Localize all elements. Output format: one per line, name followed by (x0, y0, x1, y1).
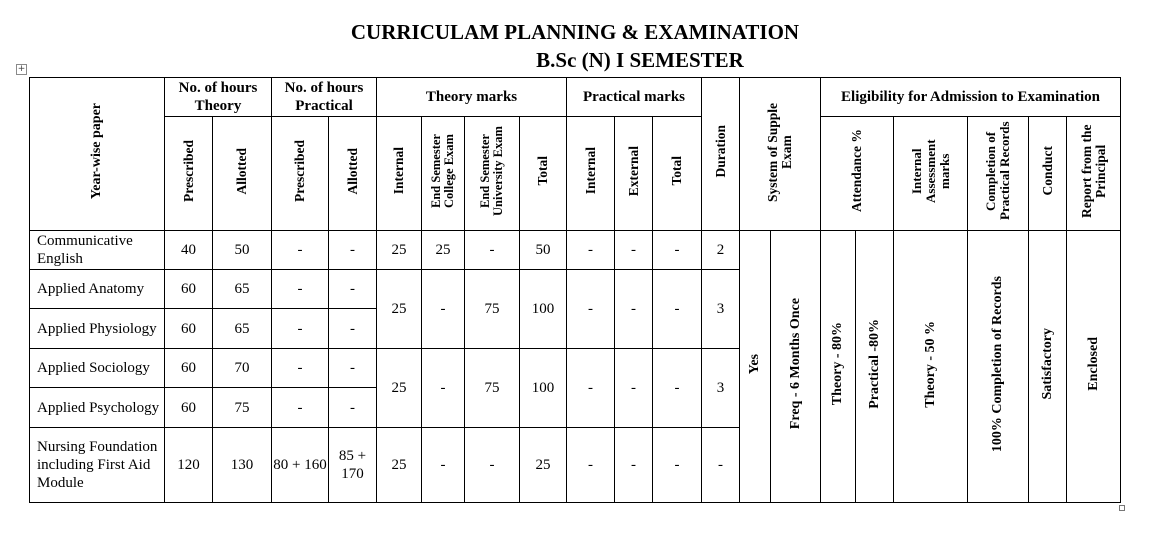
table-resize-handle-icon[interactable] (1119, 505, 1125, 511)
end-sem-college: - (422, 270, 465, 349)
theory-allotted: 65 (213, 309, 272, 349)
end-sem-university-header: End Semester University Exam (465, 117, 520, 231)
paper-name: Applied Physiology (30, 309, 165, 349)
theory-total-header: Total (520, 117, 567, 231)
practical-total: - (653, 231, 702, 270)
attendance-theory: Theory - 80% (821, 231, 856, 503)
page-subtitle: B.Sc (N) I SEMESTER (536, 48, 744, 72)
practical-internal-header: Internal (567, 117, 615, 231)
practical-total: - (653, 428, 702, 503)
theory-prescribed: 60 (165, 388, 213, 428)
practical-marks-header: Practical marks (567, 78, 702, 117)
practical-allotted: 85 + 170 (329, 428, 377, 503)
ia-theory: Theory - 50 % (894, 231, 968, 503)
theory-internal: 25 (377, 270, 422, 349)
duration: 2 (702, 231, 740, 270)
supple-header: System of Supple Exam (740, 78, 821, 231)
practical-allotted: - (329, 231, 377, 270)
practical-external: - (615, 349, 653, 428)
paper-name: Applied Psychology (30, 388, 165, 428)
end-sem-university: - (465, 231, 520, 270)
practical-external: - (615, 231, 653, 270)
completion-records-header: Completion of Practical Records (968, 117, 1029, 231)
practical-internal: - (567, 349, 615, 428)
theory-total: 25 (520, 428, 567, 503)
curriculum-table (29, 77, 1121, 503)
practical-prescribed: - (272, 270, 329, 309)
practical-external-header: External (615, 117, 653, 231)
theory-prescribed-header: Prescribed (165, 117, 213, 231)
theory-allotted: 75 (213, 388, 272, 428)
theory-allotted: 50 (213, 231, 272, 270)
duration: - (702, 428, 740, 503)
practical-internal: - (567, 270, 615, 349)
practical-allotted: - (329, 309, 377, 349)
theory-allotted-header: Allotted (213, 117, 272, 231)
supple-yes: Yes (740, 231, 771, 503)
paper-name: Applied Anatomy (30, 270, 165, 309)
practical-allotted: - (329, 270, 377, 309)
practical-prescribed: - (272, 349, 329, 388)
theory-total: 50 (520, 231, 567, 270)
hours-practical-header: No. of hours Practical (272, 78, 377, 117)
end-sem-university: - (465, 428, 520, 503)
hours-theory-header: No. of hours Theory (165, 78, 272, 117)
end-sem-college-header: End Semester College Exam (422, 117, 465, 231)
theory-allotted: 130 (213, 428, 272, 503)
theory-prescribed: 60 (165, 349, 213, 388)
theory-allotted: 70 (213, 349, 272, 388)
conduct-value: Satisfactory (1029, 231, 1067, 503)
theory-internal: 25 (377, 231, 422, 270)
practical-external: - (615, 428, 653, 503)
end-sem-university: 75 (465, 270, 520, 349)
theory-internal: 25 (377, 428, 422, 503)
practical-allotted-header: Allotted (329, 117, 377, 231)
attendance-practical: Practical -80% (856, 231, 894, 503)
attendance-header: Attendance % (821, 117, 894, 231)
theory-allotted: 65 (213, 270, 272, 309)
practical-total: - (653, 349, 702, 428)
practical-prescribed: 80 + 160 (272, 428, 329, 503)
theory-prescribed: 120 (165, 428, 213, 503)
end-sem-college: - (422, 349, 465, 428)
theory-prescribed: 60 (165, 270, 213, 309)
practical-external: - (615, 270, 653, 349)
practical-total: - (653, 270, 702, 349)
duration: 3 (702, 270, 740, 349)
paper-name: Nursing Foundation including First Aid Module (30, 428, 165, 503)
theory-marks-header: Theory marks (377, 78, 567, 117)
practical-prescribed: - (272, 388, 329, 428)
practical-internal: - (567, 428, 615, 503)
paper-name: Communicative English (30, 231, 165, 270)
supple-frequency: Freq - 6 Months Once (771, 231, 821, 503)
conduct-header: Conduct (1029, 117, 1067, 231)
eligibility-header: Eligibility for Admission to Examination (821, 78, 1121, 117)
practical-internal: - (567, 231, 615, 270)
theory-internal-header: Internal (377, 117, 422, 231)
end-sem-college: 25 (422, 231, 465, 270)
table-move-handle-icon[interactable]: + (17, 64, 26, 74)
practical-allotted: - (329, 349, 377, 388)
practical-prescribed-header: Prescribed (272, 117, 329, 231)
report-principal-header: Report from the Principal (1067, 117, 1121, 231)
practical-prescribed: - (272, 309, 329, 349)
theory-prescribed: 40 (165, 231, 213, 270)
page-title: CURRICULAM PLANNING & EXAMINATION (350, 20, 800, 44)
duration: 3 (702, 349, 740, 428)
duration-header: Duration (702, 78, 740, 231)
end-sem-university: 75 (465, 349, 520, 428)
report-value: Enclosed (1067, 231, 1121, 503)
theory-total: 100 (520, 270, 567, 349)
year-wise-header: Year-wise paper (30, 78, 165, 231)
end-sem-college: - (422, 428, 465, 503)
practical-allotted: - (329, 388, 377, 428)
table-row (30, 231, 1121, 270)
ia-marks-header: Internal Assessment marks (894, 117, 968, 231)
theory-prescribed: 60 (165, 309, 213, 349)
records-completion: 100% Completion of Records (968, 231, 1029, 503)
paper-name: Applied Sociology (30, 349, 165, 388)
practical-total-header: Total (653, 117, 702, 231)
theory-internal: 25 (377, 349, 422, 428)
theory-total: 100 (520, 349, 567, 428)
practical-prescribed: - (272, 231, 329, 270)
